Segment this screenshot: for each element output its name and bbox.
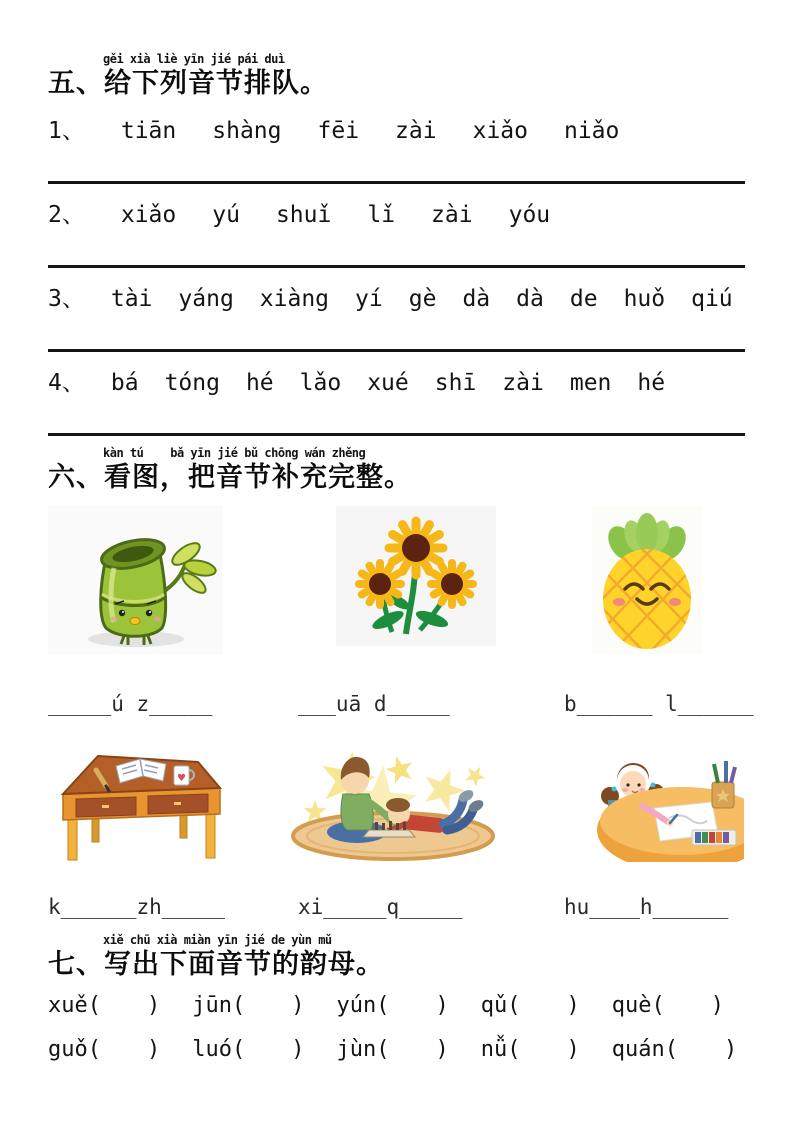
answer-line[interactable] xyxy=(48,349,745,352)
picture-cell-chess xyxy=(298,742,564,921)
syllable: xué xyxy=(367,370,409,396)
question-number: 3、 xyxy=(48,286,85,312)
section-six-heading xyxy=(48,446,745,494)
picture-cell-desk xyxy=(48,742,298,921)
answer-line[interactable] xyxy=(48,181,745,184)
paren-open: ( xyxy=(651,993,665,1018)
section-six-title: 六、看图，把音节补充完整。 xyxy=(48,462,412,492)
syllable: lǎo xyxy=(299,370,342,396)
syllable: shàng xyxy=(212,118,282,144)
question-number: 1、 xyxy=(48,118,85,144)
syllable-blank[interactable]: _____ú z_____ xyxy=(48,692,213,716)
answer-gap[interactable] xyxy=(390,1055,436,1056)
section-five-title: 五、给下列音节排队。 xyxy=(48,68,328,98)
paren-close: ) xyxy=(435,993,449,1018)
answer-gap[interactable] xyxy=(665,1011,711,1012)
section-five-heading xyxy=(48,52,745,100)
question-row-2 xyxy=(48,200,745,230)
syllable: luó xyxy=(192,1037,232,1062)
syllable-blank[interactable]: hu____h______ xyxy=(564,895,729,919)
syllable: yú xyxy=(212,202,240,228)
finals-row-1 xyxy=(48,991,745,1021)
syllable: xiǎo xyxy=(120,202,177,228)
syllable: dà xyxy=(516,286,544,312)
paren-close: ) xyxy=(147,993,161,1018)
syllable: dà xyxy=(462,286,491,312)
syllable: yóu xyxy=(508,202,551,228)
syllable-blank[interactable]: b______ l______ xyxy=(564,692,754,716)
syllable: bá xyxy=(110,370,139,396)
paren-open: ( xyxy=(376,993,390,1018)
paren-open: ( xyxy=(376,1037,390,1062)
finals-row-2 xyxy=(48,1035,745,1065)
syllable: xiǎo xyxy=(472,118,528,144)
syllable: quán xyxy=(611,1037,665,1062)
girl-drawing-image xyxy=(584,742,744,862)
answer-gap[interactable] xyxy=(678,1055,724,1056)
syllable: qǔ xyxy=(480,993,508,1018)
paren-close: ) xyxy=(566,1037,580,1062)
syllable: zài xyxy=(502,370,544,396)
paren-open: ( xyxy=(87,1037,101,1062)
paren-close: ) xyxy=(435,1037,449,1062)
answer-gap[interactable] xyxy=(521,1011,567,1012)
paren-open: ( xyxy=(87,993,101,1018)
paren-open: ( xyxy=(507,1037,521,1062)
paren-open: ( xyxy=(507,993,521,1018)
syllable: què xyxy=(611,993,652,1018)
syllable: lǐ xyxy=(367,202,396,228)
syllable: de xyxy=(569,286,598,312)
paren-close: ) xyxy=(710,993,724,1018)
answer-gap[interactable] xyxy=(101,1011,147,1012)
desk-image xyxy=(48,742,223,864)
syllable: jùn xyxy=(336,1037,377,1062)
question-number: 4、 xyxy=(48,370,85,396)
picture-grid-row-1 xyxy=(48,506,754,718)
finals-item xyxy=(612,1035,737,1065)
section-seven-heading xyxy=(48,933,745,981)
syllable: guǒ xyxy=(48,1037,88,1062)
syllable: nǚ xyxy=(480,1037,508,1062)
syllable: yí xyxy=(355,286,383,312)
finals-item xyxy=(337,991,449,1021)
syllable: hé xyxy=(245,370,274,396)
syllable: tiān xyxy=(120,118,177,144)
pineapple-image xyxy=(592,506,702,654)
syllable: qiú xyxy=(691,286,733,312)
picture-cell-bamboo xyxy=(48,506,298,718)
finals-item xyxy=(481,1035,580,1065)
picture-cell-pineapple xyxy=(564,506,754,718)
answer-line[interactable] xyxy=(48,265,745,268)
answer-line[interactable] xyxy=(48,433,745,436)
paren-open: ( xyxy=(232,1037,246,1062)
section-six-ruby: kàn tú bǎ yīn jié bǔ chōng wán zhěng xyxy=(103,446,366,460)
syllable: hé xyxy=(637,370,666,396)
answer-gap[interactable] xyxy=(101,1055,147,1056)
answer-gap[interactable] xyxy=(390,1011,436,1012)
syllable: men xyxy=(569,370,612,396)
answer-gap[interactable] xyxy=(245,1055,291,1056)
finals-item xyxy=(481,991,580,1021)
question-number: 2、 xyxy=(48,202,85,228)
syllable: xiàng xyxy=(259,286,330,312)
question-row-4 xyxy=(48,368,745,398)
syllable: niǎo xyxy=(563,118,620,144)
paren-close: ) xyxy=(566,993,580,1018)
svg-text:♥: ♥ xyxy=(177,773,186,784)
paren-close: ) xyxy=(147,1037,161,1062)
syllable: fēi xyxy=(317,118,360,144)
section-five-ruby: gěi xià liè yīn jié pái duì xyxy=(103,52,285,66)
syllable: tóng xyxy=(164,370,220,396)
question-row-3 xyxy=(48,284,745,314)
playing-chess-image xyxy=(285,742,503,862)
syllable: shuǐ xyxy=(275,202,332,228)
section-seven-ruby: xiě chū xià miàn yīn jié de yùn mǔ xyxy=(103,933,332,947)
syllable: shī xyxy=(434,370,477,396)
finals-item xyxy=(612,991,724,1021)
answer-gap[interactable] xyxy=(521,1055,567,1056)
paren-close: ) xyxy=(723,1037,738,1062)
syllable-blank[interactable]: k______zh_____ xyxy=(48,895,226,919)
syllable: jūn xyxy=(192,993,232,1018)
syllable: tài xyxy=(110,286,153,312)
syllable-blank[interactable]: xi_____q_____ xyxy=(298,895,463,919)
syllable: yáng xyxy=(178,286,234,312)
answer-gap[interactable] xyxy=(245,1011,291,1012)
paren-open: ( xyxy=(664,1037,678,1062)
question-row-1 xyxy=(48,116,745,146)
syllable: yún xyxy=(336,993,377,1018)
bamboo-image xyxy=(48,506,223,654)
syllable: zài xyxy=(431,202,473,228)
paren-close: ) xyxy=(291,993,305,1018)
finals-item xyxy=(337,1035,449,1065)
picture-cell-drawing xyxy=(564,742,745,921)
syllable: huǒ xyxy=(623,286,666,312)
picture-cell-sunflowers xyxy=(298,506,564,718)
finals-item xyxy=(48,1035,160,1065)
sunflowers-image xyxy=(336,506,496,646)
syllable: xuě xyxy=(48,993,88,1018)
finals-item xyxy=(48,991,160,1021)
picture-grid-row-2 xyxy=(48,742,745,921)
paren-close: ) xyxy=(291,1037,305,1062)
finals-item xyxy=(192,991,304,1021)
finals-item xyxy=(192,1035,304,1065)
section-seven-title: 七、写出下面音节的韵母。 xyxy=(48,949,384,979)
paren-open: ( xyxy=(232,993,246,1018)
syllable: gè xyxy=(408,286,437,312)
syllable-blank[interactable]: ___uā d_____ xyxy=(298,692,450,716)
syllable: zài xyxy=(395,118,437,144)
